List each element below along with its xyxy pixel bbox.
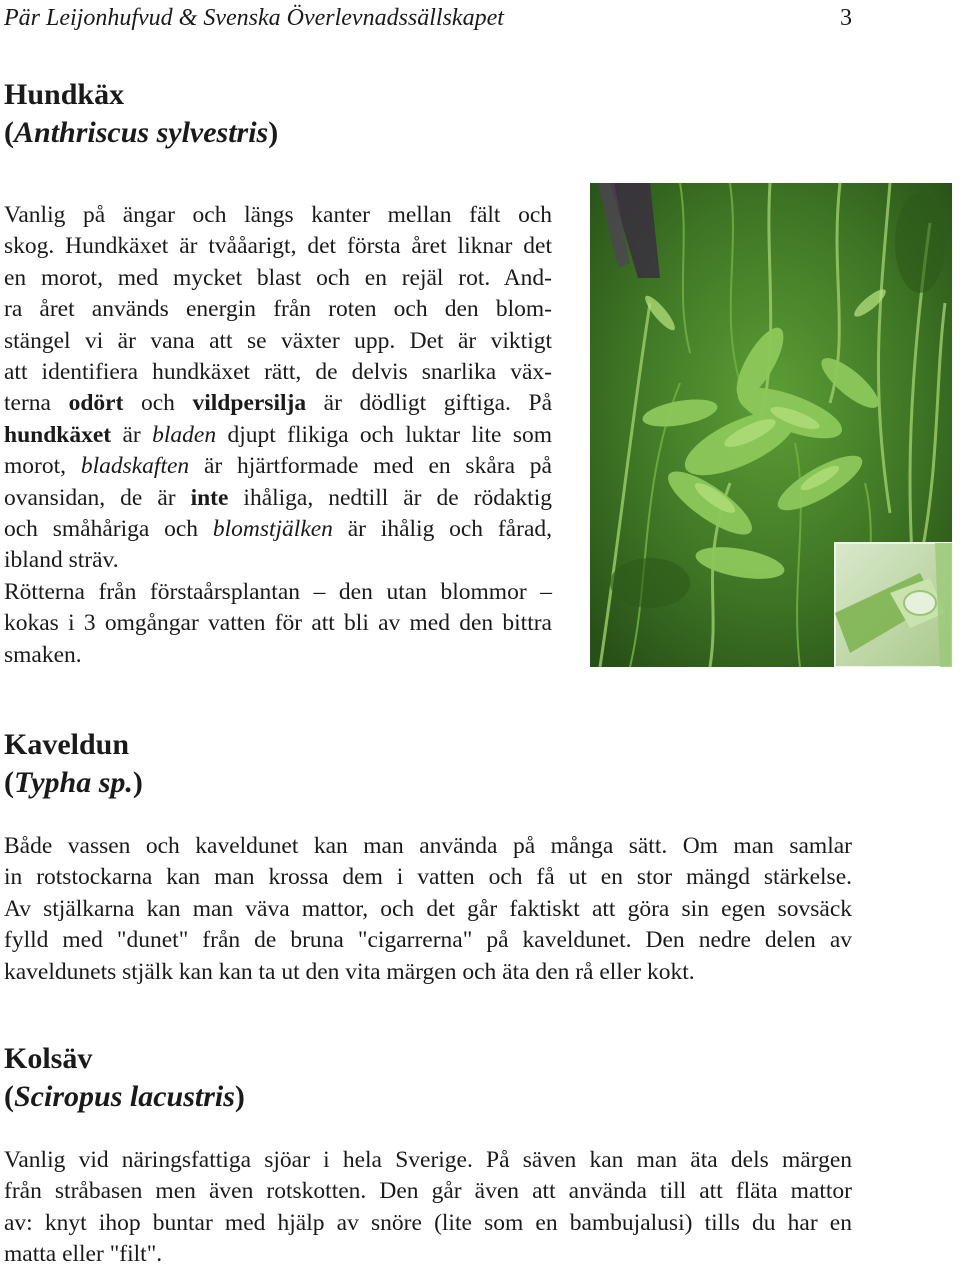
section-name: Hundkäx: [4, 78, 125, 111]
text-line: [4, 451, 552, 482]
text-run: morot,: [4, 453, 81, 480]
text-run: är ihålig och fårad,: [332, 516, 552, 543]
running-header: [4, 2, 852, 34]
section-title-hundkax: [4, 76, 278, 152]
text-line: in rotstockarna kan man krossa dem i vatten och få ut en stor mängd stärkelse.: [4, 864, 852, 891]
emphasis-bladen: bladen: [152, 421, 217, 448]
text-run: terna: [4, 390, 69, 417]
text-line: stängel vi är vana att se växter upp. Det är viktigt: [4, 327, 552, 354]
emphasis-inte: inte: [190, 484, 229, 511]
text-run: ihåliga, nedtill är de rödaktig: [228, 484, 552, 511]
text-line: Av stjälkarna kan man väva mattor, och det går faktiskt att göra sin egen sovsäck: [4, 895, 852, 922]
section-latin-line: (Sciropus lacustris): [4, 1080, 245, 1113]
section-title-kaveldun: [4, 726, 143, 802]
text-run: och: [123, 390, 193, 417]
text-line: att identifiera hundkäxet rätt, de delvis snarlika väx-: [4, 359, 552, 386]
paragraph-kolsav: [4, 1145, 852, 1271]
text-line: Både vassen och kaveldunet kan man använda på många sätt. Om man samlar: [4, 833, 852, 859]
text-line: kokas i 3 omgångar vatten för att bli av med den bittra: [4, 610, 552, 637]
text-line: [4, 483, 552, 514]
text-line: Vanlig på ängar och längs kanter mellan fält och: [4, 202, 552, 228]
text-line: av: knyt ihop buntar med hjälp av snöre (lite som en bambujalusi) tills du har en: [4, 1209, 852, 1236]
text-run: och småhåriga och: [4, 516, 213, 543]
text-line: fylld med "dunet" från de bruna "cigarrerna" på kaveldunet. Den nedre delen av: [4, 927, 852, 954]
text-line: [4, 420, 552, 451]
section-title-kolsav: [4, 1040, 245, 1116]
text-run: är dödligt giftiga. På: [306, 390, 553, 417]
running-title: Pär Leijonhufvud & Svenska Överlevnadssällskapet: [4, 5, 504, 31]
text-line: Rötterna från förstaårsplantan – den utan blommor –: [4, 578, 552, 605]
text-run: är: [111, 421, 153, 448]
text-line: smaken.: [4, 641, 82, 668]
text-run: är hjärtformade med en skåra på: [189, 453, 552, 480]
text-line: [4, 388, 552, 419]
stalk-closeup-inset: [835, 543, 952, 667]
text-run: djupt flikiga och luktar lite som: [216, 421, 552, 448]
foliage-illustration: [590, 183, 952, 667]
section-latin-line: (Typha sp.): [4, 766, 143, 799]
hundkax-photo: [590, 183, 952, 667]
text-line: en morot, med mycket blast och en rejäl rot. And-: [4, 264, 552, 291]
section-latin: Typha sp.: [14, 766, 133, 799]
page-number: 3: [840, 5, 852, 31]
text-line: ra året används energin från roten och den blom-: [4, 296, 552, 323]
text-line: [4, 514, 552, 545]
emphasis-bladskaften: bladskaften: [80, 453, 190, 480]
text-line: skog. Hundkäxet är tvååarigt, det första året liknar det: [4, 233, 552, 260]
section-name: Kolsäv: [4, 1042, 93, 1075]
text-line: kaveldunets stjälk kan kan ta ut den vita märgen och äta den rå eller kokt.: [4, 958, 695, 985]
section-latin: Sciropus lacustris: [14, 1080, 235, 1113]
text-line: Vanlig vid näringsfattiga sjöar i hela Sverige. På säven kan man äta dels märgen: [4, 1147, 852, 1173]
emphasis-odort: odört: [68, 390, 124, 417]
text-line: matta eller "filt".: [4, 1241, 163, 1268]
section-name: Kaveldun: [4, 728, 130, 761]
text-line: från stråbasen men även rotskotten. Den går även att använda till att fläta mattor: [4, 1178, 852, 1205]
text-run: ovansidan, de är: [4, 484, 191, 511]
section-latin: Anthriscus sylvestris: [14, 116, 269, 149]
emphasis-hundkaxet: hundkäxet: [4, 421, 112, 448]
paragraph-hundkax-description: [4, 200, 552, 671]
emphasis-vildpersilja: vildpersilja: [192, 390, 307, 417]
section-latin-line: (Anthriscus sylvestris): [4, 116, 279, 149]
emphasis-blomstjalken: blomstjälken: [212, 516, 333, 543]
text-line: ibland sträv.: [4, 547, 119, 574]
paragraph-kaveldun: [4, 831, 852, 988]
